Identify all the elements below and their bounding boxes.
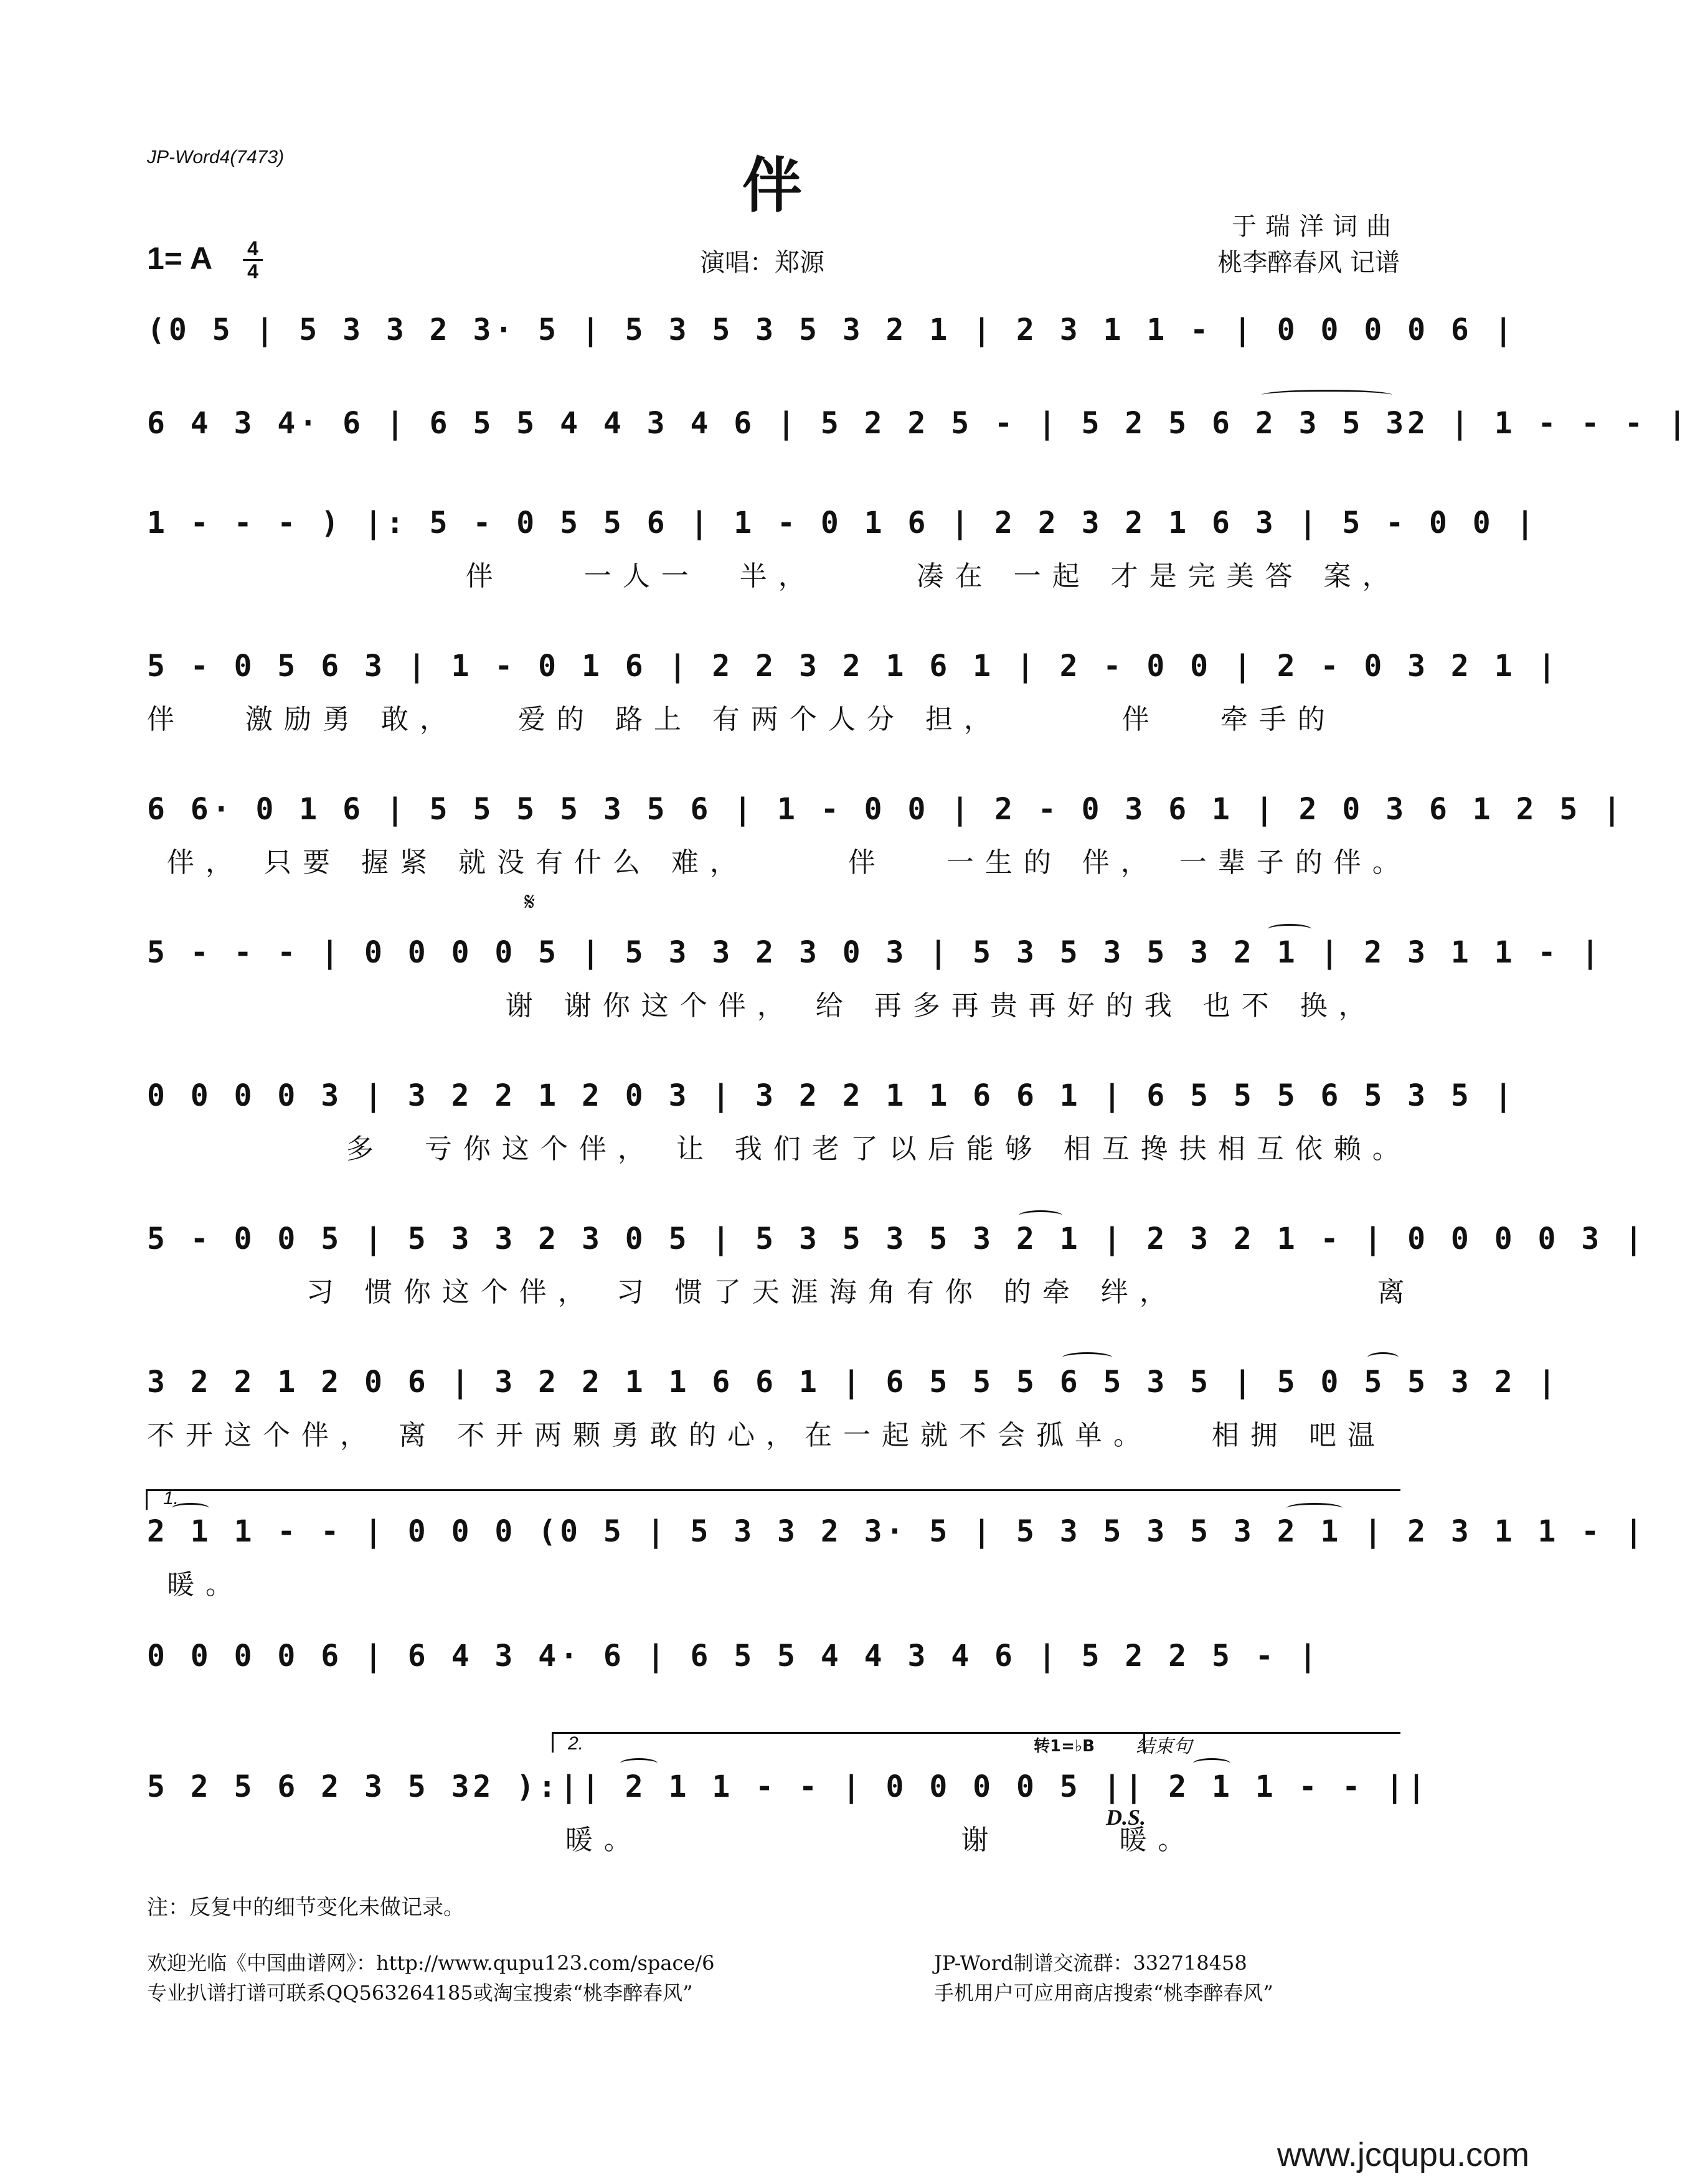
second-ending-label: 2. — [568, 1733, 584, 1754]
notes: 5 - - - | 0 0 0 0 5 | 5 3 3 2 3 0 3 | 5 3 5 3 5 3 2 1 | 2 3 1 1 - | — [147, 935, 1603, 970]
key-signature: 1= A — [147, 241, 213, 276]
software-label: JP-Word4(7473) — [147, 147, 285, 167]
notes: 5 2 5 6 2 3 5 32 ):|| 2 1 1 - - | 0 0 0 0 5 || 2 1 1 - - || — [147, 1769, 1430, 1804]
first-ending-label: 1. — [163, 1488, 179, 1509]
notes: 6 6· 0 1 6 | 5 5 5 5 3 5 6 | 1 - 0 0 | 2 - 0 3 6 1 | 2 0 3 6 1 2 5 | — [147, 792, 1625, 827]
transcriber-credit: 桃李醉春风 记谱 — [1217, 248, 1400, 277]
footer-service: 专业扒谱打谱可联系QQ563264185或淘宝搜索“桃李醉春风” — [147, 1981, 693, 2005]
lyrics: 谢 谢你这个伴， 给 再多再贵再好的我 也不 换， — [147, 990, 1377, 1022]
tie-arc — [1262, 390, 1392, 400]
notes: 6 4 3 4· 6 | 6 5 5 4 4 3 4 6 | 5 2 2 5 - | 5 2 5 6 2 3 5 32 | 1 - - - | — [147, 406, 1690, 441]
notes: (0 5 | 5 3 3 2 3· 5 | 5 3 5 3 5 3 2 1 | 2 3 1 1 - | 0 0 0 0 6 | — [147, 313, 1516, 347]
first-ending-bracket — [146, 1489, 1400, 1510]
coda-label: 结束句 — [1136, 1736, 1192, 1758]
time-signature-bottom: 4 — [247, 260, 258, 283]
notes: 3 2 2 1 2 0 6 | 3 2 2 1 1 6 6 1 | 6 5 5 5 6 5 3 5 | 5 0 5 5 3 2 | — [147, 1365, 1560, 1400]
notes: 0 0 0 0 6 | 6 4 3 4· 6 | 6 5 5 4 4 3 4 6 | 5 2 2 5 - | — [147, 1639, 1321, 1673]
footer-group: JP-Word制谱交流群：332718458 — [934, 1951, 1247, 1975]
lyrics: 伴 一人一 半， 凑在 一起 才是完美答 案， — [147, 560, 1401, 592]
lyrics: 不开这个伴， 离 不开两颗勇敢的心，在一起就不会孤单。 相拥 吧温 — [147, 1419, 1386, 1451]
lyrics: 伴 激励勇 敢， 爱的 路上 有两个人分 担， 伴 牵手的 — [147, 704, 1336, 735]
tie-arc — [1268, 924, 1311, 934]
lyrics: 习 惯你这个伴， 习 惯了天涯海角有你 的牵 绊， 离 — [147, 1276, 1416, 1308]
notes: 0 0 0 0 3 | 3 2 2 1 2 0 3 | 3 2 2 1 1 6 6 1 | 6 5 5 5 6 5 3 5 | — [147, 1078, 1516, 1113]
footer-mobile: 手机用户可应用商店搜索“桃李醉春风” — [934, 1981, 1273, 2005]
composer-credit: 于瑞洋词曲 — [1232, 212, 1400, 241]
song-title: 伴 — [742, 151, 802, 220]
tie-arc — [172, 1503, 209, 1513]
ds-mark: D.S. — [1106, 1805, 1146, 1830]
lyrics: 伴， 只要 握紧 就没有什么 难， 伴 一生的 伴， 一辈子的伴。 — [147, 847, 1411, 878]
notes: 5 - 0 5 6 3 | 1 - 0 1 6 | 2 2 3 2 1 6 1 | 2 - 0 0 | 2 - 0 3 2 1 | — [147, 649, 1560, 684]
lyrics: 暖。 谢 暖。 — [147, 1824, 1197, 1856]
notes: 5 - 0 0 5 | 5 3 3 2 3 0 5 | 5 3 5 3 5 3 2 1 | 2 3 2 1 - | 0 0 0 0 3 | — [147, 1221, 1646, 1256]
tie-arc — [1062, 1352, 1112, 1363]
score-note: 注：反复中的细节变化未做记录。 — [147, 1895, 465, 1920]
notes: 2 1 1 - - | 0 0 0 (0 5 | 5 3 3 2 3· 5 | 5 3 5 3 5 3 2 1 | 2 3 1 1 - | — [147, 1514, 1646, 1549]
time-signature-top: 4 — [247, 237, 258, 260]
tie-arc — [1193, 1758, 1230, 1769]
segno-sign: 𝄋 — [524, 888, 536, 916]
tie-arc — [1286, 1503, 1343, 1513]
tie-arc — [1367, 1352, 1399, 1363]
watermark: www.jcqupu.com — [1277, 2136, 1529, 2173]
modulation-mark: 转1=♭B — [1034, 1737, 1095, 1756]
lyrics: 多 亏你这个伴， 让 我们老了以后能够 相互搀扶相互依赖。 — [147, 1133, 1411, 1165]
notes: 1 - - - ) |: 5 - 0 5 5 6 | 1 - 0 1 6 | 2 2 3 2 1 6 3 | 5 - 0 0 | — [147, 506, 1538, 540]
lyrics: 暖。 — [147, 1569, 244, 1601]
time-signature — [242, 238, 264, 282]
tie-arc — [1019, 1210, 1062, 1221]
tie-arc — [620, 1758, 658, 1769]
singer-credit: 演唱：郑源 — [700, 248, 824, 277]
footer-welcome: 欢迎光临《中国曲谱网》：http://www.qupu123.com/space/6 — [147, 1951, 715, 1975]
